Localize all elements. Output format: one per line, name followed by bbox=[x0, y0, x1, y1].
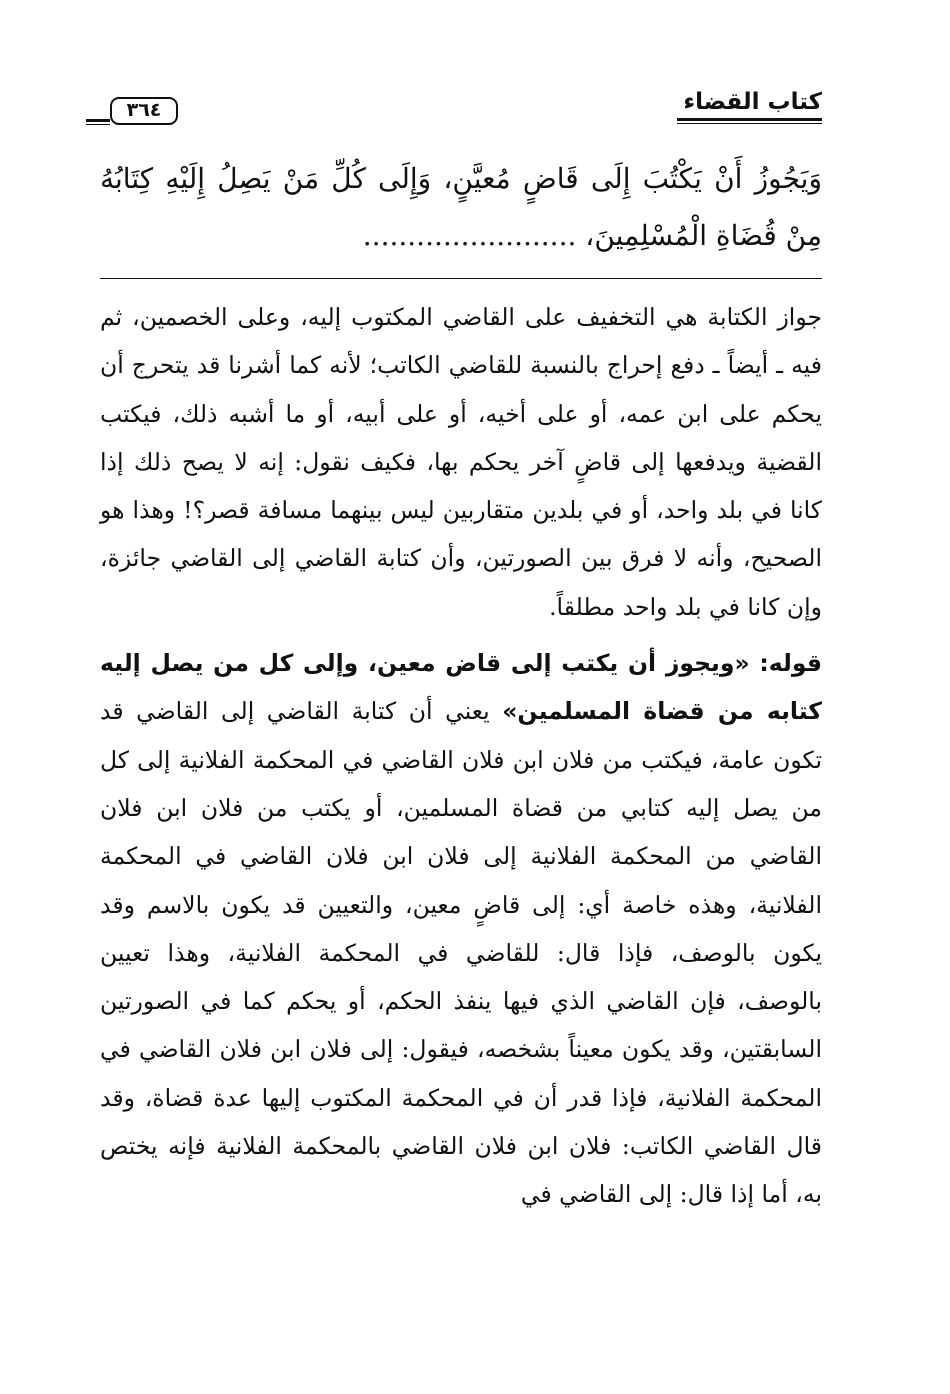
header-rule-left bbox=[86, 119, 110, 125]
quoted-matn-lead: قوله: «ويجوز أن يكتب إلى قاض معين، وإلى كل من يصل إليه كتابه من قضاة المسلمين» bbox=[100, 649, 822, 726]
commentary bbox=[100, 293, 822, 1219]
commentary-paragraph-2-text: يعني أن كتابة القاضي إلى القاضي قد تكون عامة، فيكتب من فلان ابن فلان القاضي في المحكمة الفلانية إلى كل من يصل إليه كتابي من قضاة المسلمين، أو يكتب من فلان ابن فلان القاضي من المحكمة الفلانية إلى فلان ابن فلان القاضي في المحكمة الفلانية، وهذه خاصة أي: إلى قاضٍ معين، والتعيين قد يكون بالاسم وقد يكون بالوصف، فإذا قال: للقاضي في المحكمة الفلانية، وهذا تعيين بالوصف، فإن القاضي الذي فيها ينفذ الحكم، أو يحكم كما في الصورتين السابقتين، وقد يكون معيناً بشخصه، فيقول: إلى فلان ابن فلان القاضي في المحكمة الفلانية، فإذا قدر أن في المحكمة المكتوب إليها عدة قضاة، وقد قال القاضي الكاتب: فلان ابن فلان القاضي بالمحكمة الفلانية فإنه يختص به، أما إذا قال: إلى القاضي في bbox=[100, 697, 822, 1209]
matn-body: وَيَجُوزُ أَنْ يَكْتُبَ إِلَى قَاضٍ مُعيَّنٍ، وَإِلَى كُلِّ مَنْ يَصِلُ إِلَيْهِ كِتَابُهُ مِنْ قُضَاةِ الْمُسْلِمِينَ، bbox=[100, 162, 822, 252]
commentary-paragraph-1: جواز الكتابة هي التخفيف على القاضي المكتوب إليه، وعلى الخصمين، ثم فيه ـ أيضاً ـ دفع إحراج بالنسبة للقاضي الكاتب؛ لأنه كما أشرنا قد يتحرج أن يحكم على ابن عمه، أو على أخيه، أو على أبيه، أو ما أشبه ذلك، فيكتب القضية ويدفعها إلى قاضٍ آخر يحكم بها، فكيف نقول: إنه لا يصح ذلك إذا كانا في بلد واحد، أو في بلدين متقاربين ليس بينهما مسافة قصر؟! وهذا هو الصحيح، وأنه لا فرق بين الصورتين، وأن كتابة القاضي إلى القاضي جائزة، وإن كانا في بلد واحد مطلقاً. bbox=[100, 303, 822, 621]
commentary-paragraph-2 bbox=[100, 639, 822, 1219]
matn-divider bbox=[100, 278, 822, 279]
page-number: ٣٦٤ bbox=[110, 97, 178, 125]
matn-ellipsis: ........................ bbox=[362, 219, 577, 252]
chapter-title: كتاب القضاء bbox=[683, 89, 822, 115]
running-header bbox=[100, 88, 822, 138]
header-rule bbox=[677, 118, 822, 124]
matn-text bbox=[100, 150, 822, 264]
